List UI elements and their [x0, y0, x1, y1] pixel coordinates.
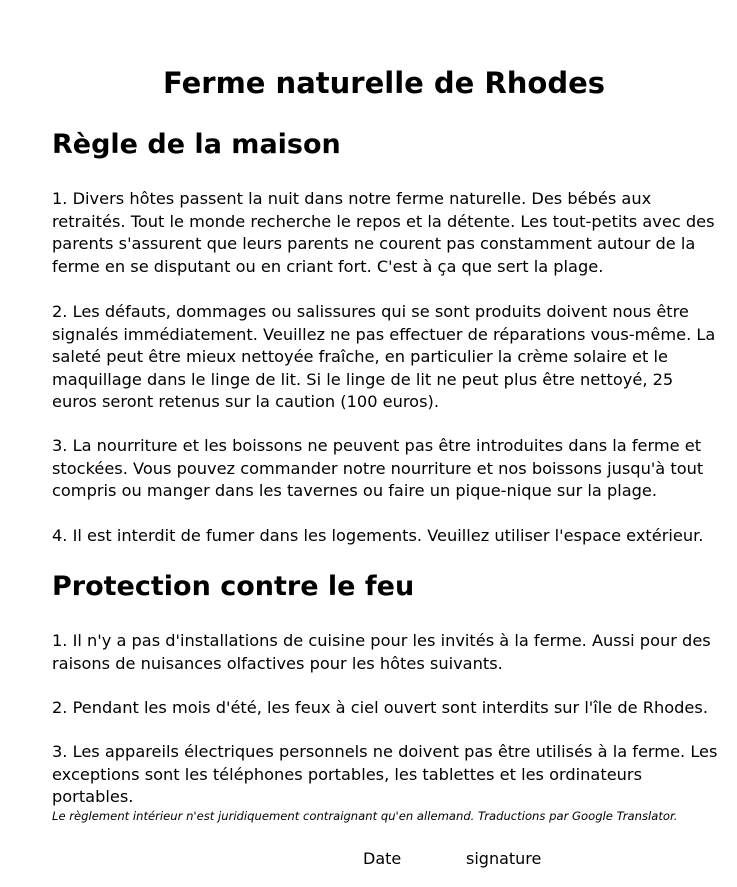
- house-rules-heading: Règle de la maison: [52, 129, 341, 160]
- fire-rule-item: 2. Pendant les mois d'été, les feux à ciel ouvert sont interdits sur l'île de Rhodes.: [52, 698, 708, 717]
- fire-rule-item: 3. Les appareils électriques personnels ne doivent pas être utilisés à la ferme. Les exceptions sont les téléphones portables, les tablettes et les ordinateurs portables.: [52, 742, 718, 807]
- document-title: Ferme naturelle de Rhodes: [162, 66, 606, 100]
- house-rule-item: 3. La nourriture et les boissons ne peuvent pas être introduites dans la ferme et stockées. Vous pouvez commander notre nourriture et nos boissons jusqu'à tout compris ou manger dans les tavernes ou faire un pique-nique sur la plage.: [52, 436, 704, 501]
- house-rule-item: 1. Divers hôtes passent la nuit dans notre ferme naturelle. Des bébés aux retraités. Tout le monde recherche le repos et la détente. Les tout-petits avec des parents s'assurent que leurs parents ne courent pas constamment autour de la ferme en se disputant ou en criant fort. C'est à ça que sert la plage.: [52, 189, 715, 276]
- fire-protection-heading: Protection contre le feu: [52, 571, 415, 602]
- house-rule-item: 2. Les défauts, dommages ou salissures qui se sont produits doivent nous être signalés immédiatement. Veuillez ne pas effectuer de réparations vous-même. La saleté peut être mieux nettoyée fraîche, en particulier la crème solaire et le maquillage dans le linge de lit. Si le linge de lit ne peut plus être nettoyé, 25 euros seront retenus sur la caution (100 euros).: [52, 302, 716, 412]
- fire-rule-item: 1. Il n'y a pas d'installations de cuisine pour les invités à la ferme. Aussi pour des raisons de nuisances olfactives pour les hôtes suivants.: [52, 631, 711, 673]
- translation-disclaimer: Le règlement intérieur n'est juridiquement contraignant qu'en allemand. Traductions par Google Translator.: [52, 809, 678, 823]
- signature-label: signature: [466, 849, 542, 868]
- date-label: Date: [363, 849, 402, 868]
- house-rule-item: 4. Il est interdit de fumer dans les logements. Veuillez utiliser l'espace extérieur.: [52, 526, 704, 545]
